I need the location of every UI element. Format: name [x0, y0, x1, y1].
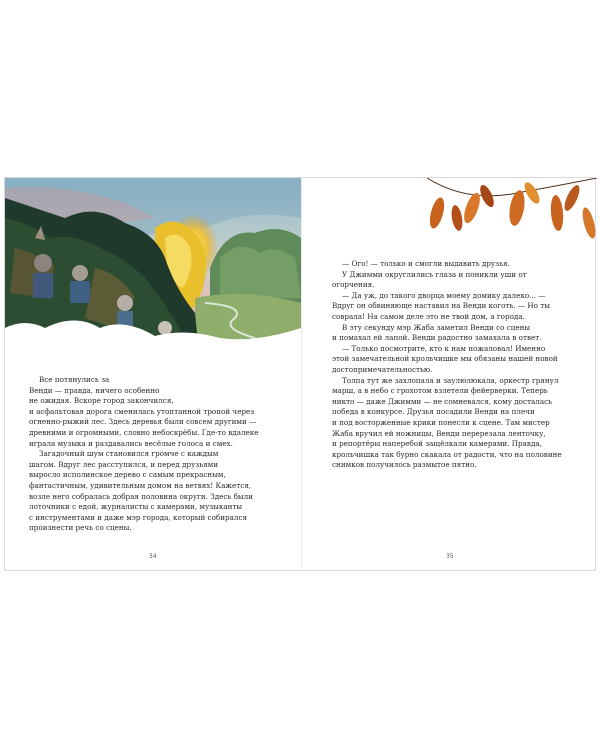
paragraph-line: шагом. Вдруг лес расступился, и перед друзьями — [29, 459, 219, 469]
paragraph-line: и асфальтовая дорога сменилась утоптанной тропой через — [29, 406, 255, 416]
paragraph-line: древними и огромными, словно небоскрёбы. Где-то вдалеке — [29, 427, 259, 437]
paragraph-line: выросло исполинское дерево с самым прекрасным, — [29, 470, 226, 480]
paragraph-line: и помахал ей лапой. Венди радостно замахала в ответ. — [332, 333, 542, 343]
right-page-text — [332, 259, 562, 471]
paragraph-line: Жаба вручил ей ножницы, Венди перерезала ленточку, — [332, 428, 546, 438]
paragraph-line: никто — даже Джимми — не сомневался, кому досталась — [332, 396, 553, 406]
paragraph-line: произнести речь со сцены. — [29, 523, 132, 533]
paragraph-line: огорчения. — [332, 280, 375, 290]
paragraph-line: Все потянулись за — [39, 375, 110, 384]
paragraph-line: крольчишка так бурно скакала от радости, что на половине — [332, 449, 562, 459]
paragraph-line: фантастичным, удивительным домом на ветвях! Кажется, — [29, 480, 252, 490]
paragraph-line: — Только посмотрите, кто к нам пожаловал! Именно — [342, 343, 546, 353]
paragraph-line: этой замечательной крольчишке мы обязаны нашей новой — [332, 354, 558, 364]
forest-illustration — [5, 178, 301, 363]
paragraph-line: Загадочный шум становился громче с каждым — [39, 449, 219, 459]
paragraph-line: и репортёры наперебой защёлкали камерами. Правда, — [332, 439, 542, 449]
paragraph-line: У Джимми округлились глаза и поникли уши от — [342, 269, 527, 279]
paragraph-line: и под восторженные крики понесли к сцене. Там мистер — [332, 417, 550, 427]
paragraph-line: Толпа тут же захлопала и заулюлюкала, оркестр грянул — [342, 375, 559, 385]
paragraph-line: играла музыка и раздавались весёлые голоса и смех. — [29, 438, 233, 448]
paragraph-line: — Ого! — только и смогли выдавить друзья. — [342, 259, 510, 268]
right-page — [301, 178, 597, 570]
page-number: 34 — [149, 553, 157, 560]
paragraph-line: В эту секунду мэр Жаба заметил Венди со сцены — [342, 322, 531, 332]
paragraph-line: Венди — правда, ничего особенно — [29, 385, 160, 395]
paragraph-line: не ожидая. Вскоре город закончился, — [29, 396, 174, 406]
left-page — [5, 178, 301, 570]
paragraph-line: победа в конкурсе. Друзья посадили Венди на плечи — [332, 407, 535, 417]
book-spread — [4, 177, 596, 571]
paragraph-line: достопримечательностью. — [332, 364, 433, 374]
paragraph-line: лоточники с едой, журналисты с камерами, музыканты — [29, 502, 243, 512]
autumn-leaves-illustration — [367, 178, 597, 258]
paragraph-line: марш, а в небо с грохотом взлетели фейерверки. Теперь — [332, 386, 548, 396]
paragraph-line: — Да уж, до такого дворца моему домику далеко... — — [342, 290, 546, 300]
paragraph-line: с инструментами и даже мэр города, который собирался — [29, 512, 248, 522]
paragraph-line: снимков получилось размытое пятно. — [332, 460, 477, 470]
paragraph-line: огненно-рыжий лес. Здесь деревья были совсем другими — — [29, 417, 257, 427]
left-page-text — [29, 375, 259, 534]
paragraph-line: возле него собралась добрая половина округи. Здесь были — [29, 491, 254, 501]
paragraph-line: Вдруг он обвиняюще наставил на Венди коготь. — Но ты — [332, 301, 550, 311]
paragraph-line: соврала! На самом деле это не твой дом, а города. — [332, 311, 525, 321]
page-number: 35 — [446, 553, 454, 560]
